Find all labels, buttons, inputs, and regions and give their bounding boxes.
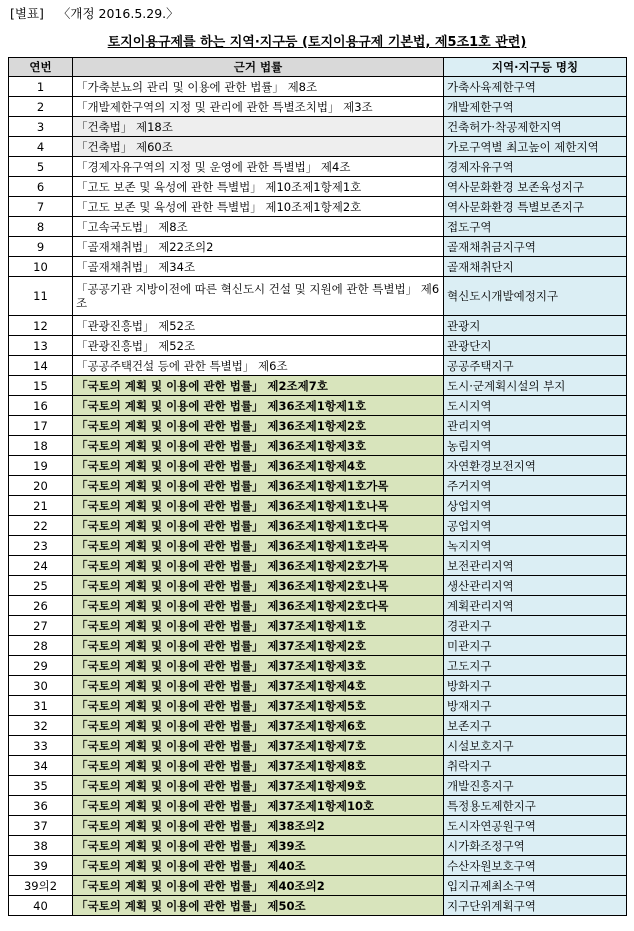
law-cell: 「국토의 계획 및 이용에 관한 법률」 제37조제1항제6호 xyxy=(73,716,444,736)
table-row xyxy=(9,576,627,596)
zone-cell: 취락지구 xyxy=(444,756,627,776)
serial-cell: 8 xyxy=(9,217,73,237)
header-line xyxy=(10,4,179,22)
zone-cell: 수산자원보호구역 xyxy=(444,856,627,876)
header-law: 근거 법률 xyxy=(73,58,444,77)
zone-cell: 관광단지 xyxy=(444,336,627,356)
table-row xyxy=(9,177,627,197)
zone-cell: 시가화조정구역 xyxy=(444,836,627,856)
serial-cell: 9 xyxy=(9,237,73,257)
law-cell: 「관광진흥법」 제52조 xyxy=(73,316,444,336)
serial-cell: 2 xyxy=(9,97,73,117)
table-row xyxy=(9,217,627,237)
table-row xyxy=(9,336,627,356)
document-title xyxy=(0,31,634,50)
zone-cell: 개발진흥지구 xyxy=(444,776,627,796)
header-zone: 지역·지구등 명칭 xyxy=(444,58,627,77)
law-cell: 「건축법」 제60조 xyxy=(73,137,444,157)
law-cell: 「건축법」 제18조 xyxy=(73,117,444,137)
table-row xyxy=(9,776,627,796)
law-cell: 「국토의 계획 및 이용에 관한 법률」 제37조제1항제10호 xyxy=(73,796,444,816)
table-row xyxy=(9,616,627,636)
revision-date: 〈개정 2016.5.29.〉 xyxy=(57,6,179,21)
zone-cell: 고도지구 xyxy=(444,656,627,676)
zone-cell: 관리지역 xyxy=(444,416,627,436)
table-row xyxy=(9,237,627,257)
zone-cell: 특정용도제한지구 xyxy=(444,796,627,816)
zone-cell: 가축사육제한구역 xyxy=(444,77,627,97)
table-row xyxy=(9,456,627,476)
table-row xyxy=(9,836,627,856)
law-cell: 「고속국도법」 제8조 xyxy=(73,217,444,237)
zone-cell: 공공주택지구 xyxy=(444,356,627,376)
law-cell: 「국토의 계획 및 이용에 관한 법률」 제36조제1항제1호다목 xyxy=(73,516,444,536)
zone-cell: 상업지역 xyxy=(444,496,627,516)
table-row xyxy=(9,396,627,416)
table-row xyxy=(9,696,627,716)
zone-cell: 도시·군계획시설의 부지 xyxy=(444,376,627,396)
serial-cell: 16 xyxy=(9,396,73,416)
zone-cell: 생산관리지역 xyxy=(444,576,627,596)
serial-cell: 38 xyxy=(9,836,73,856)
table-row xyxy=(9,157,627,177)
table-row xyxy=(9,316,627,336)
table-row xyxy=(9,516,627,536)
zone-cell: 지구단위계획구역 xyxy=(444,896,627,916)
serial-cell: 12 xyxy=(9,316,73,336)
table-row xyxy=(9,676,627,696)
table-row xyxy=(9,716,627,736)
serial-cell: 11 xyxy=(9,277,73,316)
serial-cell: 25 xyxy=(9,576,73,596)
serial-cell: 33 xyxy=(9,736,73,756)
law-cell: 「국토의 계획 및 이용에 관한 법률」 제36조제1항제1호가목 xyxy=(73,476,444,496)
zone-cell: 도시자연공원구역 xyxy=(444,816,627,836)
law-cell: 「고도 보존 및 육성에 관한 특별법」 제10조제1항제2호 xyxy=(73,197,444,217)
serial-cell: 27 xyxy=(9,616,73,636)
serial-cell: 19 xyxy=(9,456,73,476)
zone-cell: 접도구역 xyxy=(444,217,627,237)
serial-cell: 22 xyxy=(9,516,73,536)
zone-cell: 주거지역 xyxy=(444,476,627,496)
serial-cell: 26 xyxy=(9,596,73,616)
law-cell: 「국토의 계획 및 이용에 관한 법률」 제36조제1항제1호나목 xyxy=(73,496,444,516)
law-cell: 「국토의 계획 및 이용에 관한 법률」 제36조제1항제1호 xyxy=(73,396,444,416)
table-row xyxy=(9,796,627,816)
zone-cell: 경관지구 xyxy=(444,616,627,636)
law-cell: 「국토의 계획 및 이용에 관한 법률」 제36조제1항제2호가목 xyxy=(73,556,444,576)
law-cell: 「공공기관 지방이전에 따른 혁신도시 건설 및 지원에 관한 특별법」 제6조 xyxy=(73,277,444,316)
serial-cell: 14 xyxy=(9,356,73,376)
zone-cell: 건축허가·착공제한지역 xyxy=(444,117,627,137)
serial-cell: 30 xyxy=(9,676,73,696)
serial-cell: 17 xyxy=(9,416,73,436)
zone-cell: 골재채취금지구역 xyxy=(444,237,627,257)
table-row xyxy=(9,596,627,616)
serial-cell: 20 xyxy=(9,476,73,496)
table-row xyxy=(9,536,627,556)
zone-cell: 도시지역 xyxy=(444,396,627,416)
table-row xyxy=(9,137,627,157)
serial-cell: 39의2 xyxy=(9,876,73,896)
zone-cell: 역사문화환경 보존육성지구 xyxy=(444,177,627,197)
table-row xyxy=(9,476,627,496)
zone-cell: 가로구역별 최고높이 제한지역 xyxy=(444,137,627,157)
serial-cell: 31 xyxy=(9,696,73,716)
law-cell: 「국토의 계획 및 이용에 관한 법률」 제39조 xyxy=(73,836,444,856)
table-row xyxy=(9,636,627,656)
zone-cell: 골재채취단지 xyxy=(444,257,627,277)
serial-cell: 7 xyxy=(9,197,73,217)
zone-cell: 자연환경보전지역 xyxy=(444,456,627,476)
table-row xyxy=(9,416,627,436)
zone-cell: 방화지구 xyxy=(444,676,627,696)
law-cell: 「국토의 계획 및 이용에 관한 법률」 제50조 xyxy=(73,896,444,916)
table-row xyxy=(9,117,627,137)
table-row xyxy=(9,816,627,836)
table-row xyxy=(9,556,627,576)
serial-cell: 29 xyxy=(9,656,73,676)
law-cell: 「골재채취법」 제22조의2 xyxy=(73,237,444,257)
law-cell: 「국토의 계획 및 이용에 관한 법률」 제2조제7호 xyxy=(73,376,444,396)
serial-cell: 32 xyxy=(9,716,73,736)
law-cell: 「경제자유구역의 지정 및 운영에 관한 특별법」 제4조 xyxy=(73,157,444,177)
serial-cell: 15 xyxy=(9,376,73,396)
zone-cell: 입지규제최소구역 xyxy=(444,876,627,896)
zone-cell: 녹지지역 xyxy=(444,536,627,556)
serial-cell: 34 xyxy=(9,756,73,776)
zone-cell: 개발제한구역 xyxy=(444,97,627,117)
zone-cell: 방재지구 xyxy=(444,696,627,716)
serial-cell: 3 xyxy=(9,117,73,137)
zone-cell: 보전관리지역 xyxy=(444,556,627,576)
zone-cell: 공업지역 xyxy=(444,516,627,536)
table-row xyxy=(9,876,627,896)
zone-cell: 계획관리지역 xyxy=(444,596,627,616)
table-row xyxy=(9,436,627,456)
table-row xyxy=(9,496,627,516)
law-cell: 「가축분뇨의 관리 및 이용에 관한 법률」 제8조 xyxy=(73,77,444,97)
table-row xyxy=(9,97,627,117)
law-cell: 「국토의 계획 및 이용에 관한 법률」 제37조제1항제7호 xyxy=(73,736,444,756)
law-cell: 「국토의 계획 및 이용에 관한 법률」 제40조 xyxy=(73,856,444,876)
table-row xyxy=(9,376,627,396)
serial-cell: 5 xyxy=(9,157,73,177)
header-serial: 연번 xyxy=(9,58,73,77)
law-cell: 「국토의 계획 및 이용에 관한 법률」 제37조제1항제5호 xyxy=(73,696,444,716)
table-header-row xyxy=(9,58,627,77)
table-row xyxy=(9,277,627,316)
table-row xyxy=(9,656,627,676)
law-cell: 「국토의 계획 및 이용에 관한 법률」 제37조제1항제9호 xyxy=(73,776,444,796)
law-cell: 「국토의 계획 및 이용에 관한 법률」 제36조제1항제3호 xyxy=(73,436,444,456)
table-row xyxy=(9,896,627,916)
table-row xyxy=(9,197,627,217)
table-row xyxy=(9,77,627,97)
serial-cell: 1 xyxy=(9,77,73,97)
table-row xyxy=(9,756,627,776)
serial-cell: 4 xyxy=(9,137,73,157)
law-cell: 「고도 보존 및 육성에 관한 특별법」 제10조제1항제1호 xyxy=(73,177,444,197)
zone-cell: 혁신도시개발예정지구 xyxy=(444,277,627,316)
table-body xyxy=(9,77,627,916)
serial-cell: 24 xyxy=(9,556,73,576)
zone-cell: 농림지역 xyxy=(444,436,627,456)
zone-cell: 시설보호지구 xyxy=(444,736,627,756)
law-cell: 「국토의 계획 및 이용에 관한 법률」 제37조제1항제1호 xyxy=(73,616,444,636)
serial-cell: 23 xyxy=(9,536,73,556)
law-cell: 「골재채취법」 제34조 xyxy=(73,257,444,277)
zone-cell: 미관지구 xyxy=(444,636,627,656)
law-cell: 「국토의 계획 및 이용에 관한 법률」 제36조제1항제4호 xyxy=(73,456,444,476)
serial-cell: 39 xyxy=(9,856,73,876)
serial-cell: 21 xyxy=(9,496,73,516)
law-cell: 「국토의 계획 및 이용에 관한 법률」 제38조의2 xyxy=(73,816,444,836)
table-row xyxy=(9,356,627,376)
serial-cell: 35 xyxy=(9,776,73,796)
law-cell: 「국토의 계획 및 이용에 관한 법률」 제37조제1항제4호 xyxy=(73,676,444,696)
serial-cell: 6 xyxy=(9,177,73,197)
law-cell: 「국토의 계획 및 이용에 관한 법률」 제36조제1항제2호 xyxy=(73,416,444,436)
serial-cell: 36 xyxy=(9,796,73,816)
zone-cell: 역사문화환경 특별보존지구 xyxy=(444,197,627,217)
serial-cell: 37 xyxy=(9,816,73,836)
serial-cell: 28 xyxy=(9,636,73,656)
serial-cell: 18 xyxy=(9,436,73,456)
law-cell: 「국토의 계획 및 이용에 관한 법률」 제37조제1항제2호 xyxy=(73,636,444,656)
table-row xyxy=(9,736,627,756)
zone-cell: 보존지구 xyxy=(444,716,627,736)
law-cell: 「국토의 계획 및 이용에 관한 법률」 제36조제1항제2호다목 xyxy=(73,596,444,616)
serial-cell: 10 xyxy=(9,257,73,277)
law-cell: 「공공주택건설 등에 관한 특별법」 제6조 xyxy=(73,356,444,376)
law-cell: 「개발제한구역의 지정 및 관리에 관한 특별조치법」 제3조 xyxy=(73,97,444,117)
document-title-text: 토지이용규제를 하는 지역·지구등 (토지이용규제 기본법, 제5조1호 관련) xyxy=(107,35,527,50)
law-cell: 「국토의 계획 및 이용에 관한 법률」 제36조제1항제2호나목 xyxy=(73,576,444,596)
law-cell: 「국토의 계획 및 이용에 관한 법률」 제40조의2 xyxy=(73,876,444,896)
zone-table xyxy=(8,57,627,916)
zone-cell: 관광지 xyxy=(444,316,627,336)
table-row xyxy=(9,856,627,876)
law-cell: 「국토의 계획 및 이용에 관한 법률」 제37조제1항제3호 xyxy=(73,656,444,676)
law-cell: 「국토의 계획 및 이용에 관한 법률」 제36조제1항제1호라목 xyxy=(73,536,444,556)
serial-cell: 40 xyxy=(9,896,73,916)
serial-cell: 13 xyxy=(9,336,73,356)
law-cell: 「관광진흥법」 제52조 xyxy=(73,336,444,356)
table-row xyxy=(9,257,627,277)
zone-cell: 경제자유구역 xyxy=(444,157,627,177)
law-cell: 「국토의 계획 및 이용에 관한 법률」 제37조제1항제8호 xyxy=(73,756,444,776)
appendix-label: [별표] xyxy=(10,6,44,21)
